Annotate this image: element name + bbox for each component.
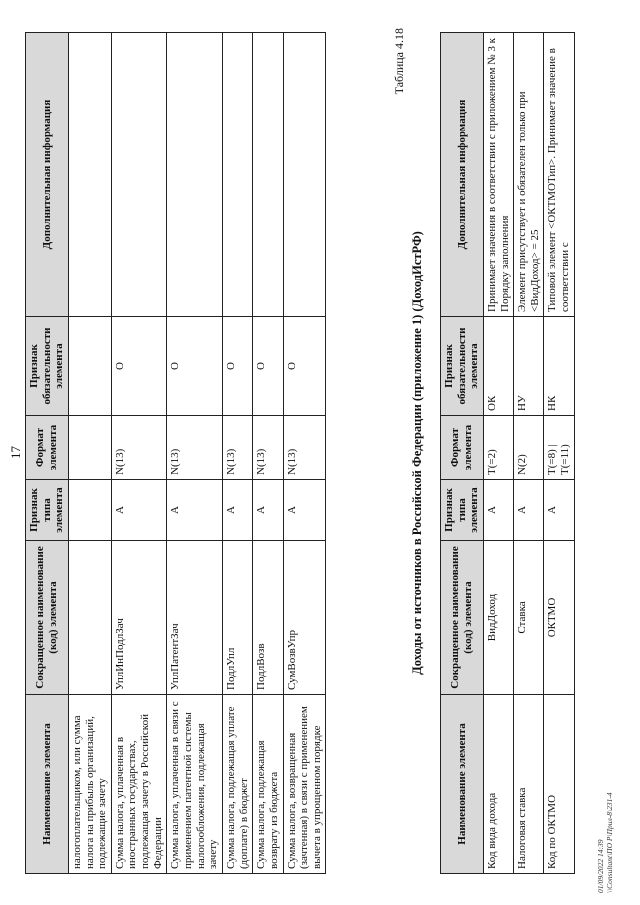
cell-name: Сумма налога, уплаченная в иностранных государствах, подлежащая зачету в Российской Федерации	[111, 695, 167, 874]
cell-format: T(=8) | T(=11)	[544, 416, 574, 480]
cell-format: N(13)	[253, 416, 283, 480]
cell-info	[222, 33, 252, 317]
cell-name: Налоговая ставка	[514, 695, 544, 874]
cell-name: Сумма налога, подлежащая возврату из бюджета	[253, 695, 283, 874]
table-row	[544, 33, 574, 874]
elements-table-continued	[25, 32, 326, 874]
cell-code: ПодлУпл	[222, 541, 252, 695]
cell-name: Сумма налога, возвращенная (зачтенная) в связи с применением вычета в упрощенном порядке	[283, 695, 326, 874]
table-row	[483, 33, 513, 874]
cell-required: О	[253, 317, 283, 416]
header-type: Признак типа элемента	[441, 480, 484, 541]
cell-code: ОКТМО	[544, 541, 574, 695]
cell-type: А	[514, 480, 544, 541]
cell-info	[253, 33, 283, 317]
cell-code: УплПатентЗач	[167, 541, 223, 695]
income-sources-table	[440, 32, 575, 874]
table-row	[222, 33, 252, 874]
header-required: Признак обязательности элемента	[441, 317, 484, 416]
cell-type: А	[222, 480, 252, 541]
page-number: 17	[8, 446, 23, 459]
cell-format: N(13)	[283, 416, 326, 480]
table-row	[68, 33, 111, 874]
table-row	[514, 33, 544, 874]
header-info: Дополнительная информация	[26, 33, 69, 317]
header-type: Признак типа элемента	[26, 480, 69, 541]
header-code: Сокращенное наименование (код) элемента	[26, 541, 69, 695]
cell-type: А	[544, 480, 574, 541]
cell-required: О	[111, 317, 167, 416]
cell-format	[68, 416, 111, 480]
cell-type: А	[283, 480, 326, 541]
cell-type: А	[167, 480, 223, 541]
cell-required: О	[222, 317, 252, 416]
cell-name: налогоплательщиком, или сумма налога на прибыль организаций, подлежащие зачету	[68, 695, 111, 874]
cell-info	[68, 33, 111, 317]
cell-info: Элемент присутствует и обязателен только при <ВидДоход> = 25	[514, 33, 544, 317]
table-row	[167, 33, 223, 874]
cell-format: N(2)	[514, 416, 544, 480]
cell-code: ВидДоход	[483, 541, 513, 695]
header-format: Формат элемента	[441, 416, 484, 480]
table-title: Доходы от источников в Российской Федерации (приложение 1) (ДоходИстРФ)	[410, 231, 424, 675]
cell-info	[283, 33, 326, 317]
cell-info	[167, 33, 223, 317]
stamp-path: \\Consultant\ПО Р\Прил-8\231-4	[605, 792, 614, 893]
header-code: Сокращенное наименование (код) элемента	[441, 541, 484, 695]
header-required: Признак обязательности элемента	[26, 317, 69, 416]
header-info: Дополнительная информация	[441, 33, 484, 317]
header-name: Наименование элемента	[26, 695, 69, 874]
table-row	[111, 33, 167, 874]
cell-name: Код по ОКТМО	[544, 695, 574, 874]
header-name: Наименование элемента	[441, 695, 484, 874]
cell-format: N(13)	[111, 416, 167, 480]
cell-name: Сумма налога, уплаченная в связи с применением патентной системы налогообложения, подлежащая зачету	[167, 695, 223, 874]
print-stamp	[596, 792, 614, 893]
cell-type: А	[483, 480, 513, 541]
cell-name: Сумма налога, подлежащая уплате (доплате) в бюджет	[222, 695, 252, 874]
table-row	[253, 33, 283, 874]
cell-type: А	[253, 480, 283, 541]
cell-code: УплИнПодлЗач	[111, 541, 167, 695]
cell-info	[111, 33, 167, 317]
stamp-date: 01/09/2022 14:39	[596, 839, 605, 893]
cell-type	[68, 480, 111, 541]
cell-required: НК	[544, 317, 574, 416]
cell-code: Ставка	[514, 541, 544, 695]
table-header-row	[441, 33, 484, 874]
cell-required: О	[167, 317, 223, 416]
table-header-row	[26, 33, 69, 874]
cell-type: А	[111, 480, 167, 541]
cell-format: N(13)	[222, 416, 252, 480]
cell-info: Принимает значения в соответствии с приложением № 3 к Порядку заполнения	[483, 33, 513, 317]
cell-code	[68, 541, 111, 695]
cell-code: ПодлВозв	[253, 541, 283, 695]
cell-name: Код вида дохода	[483, 695, 513, 874]
table-number-label: Таблица 4.18	[392, 28, 406, 95]
cell-code: СумВозвУпр	[283, 541, 326, 695]
cell-format: N(13)	[167, 416, 223, 480]
header-format: Формат элемента	[26, 416, 69, 480]
cell-info: Типовой элемент <ОКТМОТип>. Принимает значение в соответствии с	[544, 33, 574, 317]
cell-format: T(=2)	[483, 416, 513, 480]
cell-required: НУ	[514, 317, 544, 416]
cell-required	[68, 317, 111, 416]
cell-required: ОК	[483, 317, 513, 416]
cell-required: О	[283, 317, 326, 416]
table-row	[283, 33, 326, 874]
